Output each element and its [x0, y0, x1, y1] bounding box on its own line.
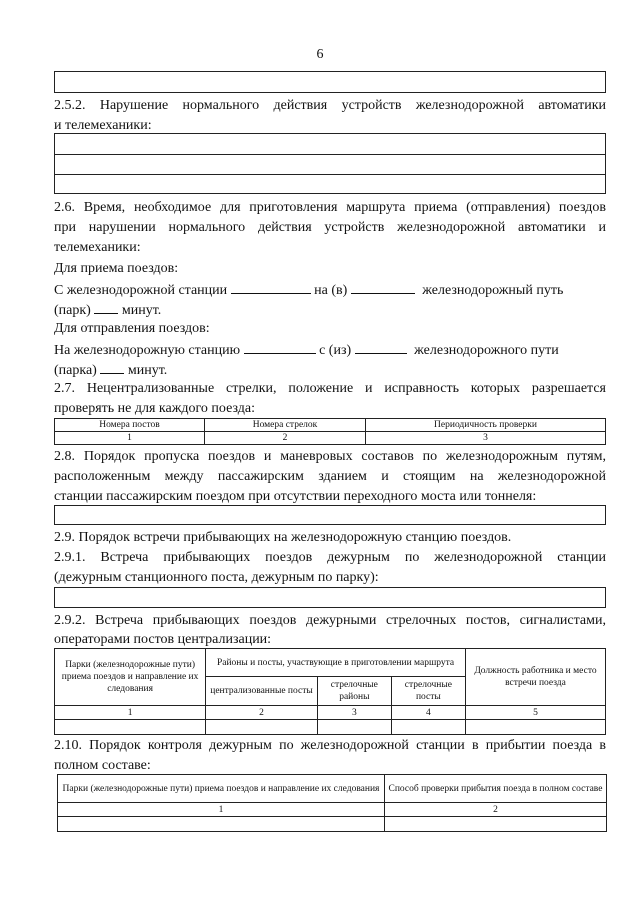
answer-box-2-5-2	[54, 133, 606, 194]
blank-from-station	[231, 279, 311, 294]
section-2-10-line1: 2.10. Порядок контроля дежурным по железнодорожной станции в прибытии поезда в	[54, 738, 606, 753]
col-number: 4	[391, 706, 465, 720]
receive-title: Для приема поездов:	[54, 261, 179, 276]
answer-box-2-8	[54, 505, 606, 525]
answer-box-2-9-1	[54, 587, 606, 608]
section-2-8-line2: расположенным между пассажирским зданием и стоящим на железнодорожной	[54, 469, 606, 484]
section-2-5-2-line2: и телемеханики:	[54, 118, 152, 133]
answer-box-top	[54, 71, 606, 93]
th-switch-areas: стрелочные районы	[317, 677, 391, 706]
empty-cell	[58, 817, 385, 832]
box-divider	[55, 154, 605, 155]
section-2-6-line2: при нарушении нормального действия устройств железнодорожной автоматики и	[54, 220, 606, 235]
col-number: 2	[385, 803, 607, 817]
th-check-method: Способ проверки прибытия поезда в полном составе	[385, 775, 607, 803]
depart-text-a: На железнодорожную станцию	[54, 343, 241, 358]
section-2-10-line2: полном составе:	[54, 758, 151, 773]
receive-text-b: на (в)	[314, 283, 348, 298]
th-check-frequency: Периодичность проверки	[366, 419, 606, 432]
receive-text-c: железнодорожный путь	[422, 283, 564, 298]
section-2-7-line1: 2.7. Нецентрализованные стрелки, положение и исправность которых разрешается	[54, 381, 606, 396]
blank-to-station	[351, 279, 415, 294]
table-2-7	[54, 418, 606, 445]
depart-line	[54, 339, 606, 361]
receive-line-2	[54, 299, 161, 321]
box-divider	[55, 174, 605, 175]
depart-text-d: (парка)	[54, 363, 97, 378]
receive-line	[54, 279, 606, 301]
blank-depart-minutes	[100, 359, 124, 374]
col-number: 2	[205, 432, 366, 445]
col-number: 3	[317, 706, 391, 720]
table-2-9-2	[54, 648, 606, 735]
table-2-10	[57, 774, 607, 832]
receive-text-e: минут.	[121, 303, 162, 318]
col-number: 2	[206, 706, 318, 720]
section-2-9-1-line1: 2.9.1. Встреча прибывающих поездов дежурным по железнодорожной станции	[54, 550, 606, 565]
empty-cell	[55, 720, 206, 735]
section-2-8-line3: станции пассажирским поездом при отсутствии переходного моста или тоннеля:	[54, 489, 537, 504]
blank-to-station-depart	[244, 339, 316, 354]
receive-text-d: (парк)	[54, 303, 91, 318]
col-number: 1	[58, 803, 385, 817]
section-2-9-2-line1: 2.9.2. Встреча прибывающих поездов дежурными стрелочных постов, сигналистами,	[54, 613, 606, 628]
th-parks-2-10: Парки (железнодорожные пути) приема поездов и направление их следования	[58, 775, 385, 803]
depart-title: Для отправления поездов:	[54, 321, 210, 336]
th-worker-position: Должность работника и место встречи поезда	[465, 649, 605, 706]
section-2-9-line1: 2.9. Порядок встречи прибывающих на железнодорожную станцию поездов.	[54, 530, 512, 545]
col-number: 1	[55, 706, 206, 720]
section-2-7-line2: проверять не для каждого поезда:	[54, 401, 255, 416]
empty-cell	[385, 817, 607, 832]
page-number: 6	[316, 47, 324, 62]
col-number: 1	[55, 432, 205, 445]
th-switch-posts: стрелочные посты	[391, 677, 465, 706]
th-post-numbers: Номера постов	[55, 419, 205, 432]
depart-text-b: с (из)	[319, 343, 352, 358]
section-2-9-1-line2: (дежурным станционного поста, дежурным по парку):	[54, 570, 379, 585]
depart-text-e: минут.	[127, 363, 168, 378]
th-areas-group: Районы и посты, участвующие в приготовлении маршрута	[206, 649, 466, 677]
empty-cell	[206, 720, 318, 735]
empty-cell	[465, 720, 605, 735]
section-2-6-line3: телемеханики:	[54, 240, 141, 255]
col-number: 5	[465, 706, 605, 720]
empty-cell	[391, 720, 465, 735]
blank-from-track	[355, 339, 407, 354]
section-2-8-line1: 2.8. Порядок пропуска поездов и маневровых составов по железнодорожным путям,	[54, 449, 606, 464]
section-2-5-2-line1: 2.5.2. Нарушение нормального действия устройств железнодорожной автоматики	[54, 98, 606, 113]
th-centralized-posts: централизованные посты	[206, 677, 318, 706]
empty-cell	[317, 720, 391, 735]
col-number: 3	[366, 432, 606, 445]
section-2-6-line1: 2.6. Время, необходимое для приготовления маршрута приема (отправления) поездов	[54, 200, 606, 215]
th-parks: Парки (железнодорожные пути) приема поездов и направление их следования	[55, 649, 206, 706]
depart-text-c: железнодорожного пути	[414, 343, 559, 358]
th-switch-numbers: Номера стрелок	[205, 419, 366, 432]
receive-text-a: С железнодорожной станции	[54, 283, 228, 298]
blank-receive-minutes	[94, 299, 118, 314]
depart-line-2	[54, 359, 167, 381]
section-2-9-2-line2: операторами постов централизации:	[54, 632, 272, 647]
